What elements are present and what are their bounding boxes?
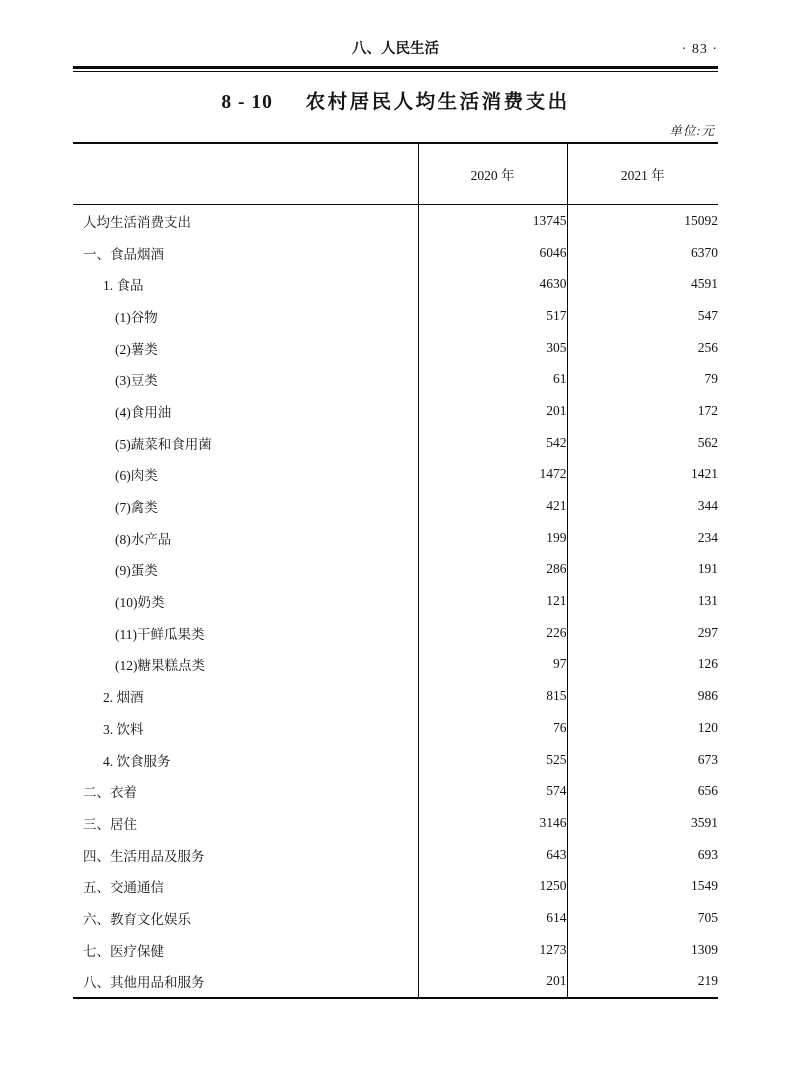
table-row	[73, 966, 718, 999]
table-row	[73, 775, 718, 807]
row-label: 八、其他用品和服务	[83, 975, 205, 991]
table-row	[73, 490, 718, 522]
value-2020: 3146	[418, 807, 567, 839]
value-2020: 1273	[418, 934, 567, 966]
table-row	[73, 744, 718, 776]
value-2021: 120	[567, 712, 718, 744]
value-2021: 1549	[567, 870, 718, 902]
table-row	[73, 459, 718, 491]
value-2020: 13745	[418, 205, 567, 237]
row-label: (1)谷物	[115, 309, 158, 325]
value-2021: 1309	[567, 934, 718, 966]
value-2021: 986	[567, 680, 718, 712]
table-row	[73, 902, 718, 934]
value-2021: 547	[567, 300, 718, 332]
row-label: 六、教育文化娱乐	[83, 911, 191, 927]
row-label: 3. 饮料	[103, 721, 144, 737]
row-label: (7)禽类	[115, 500, 158, 516]
row-label: 四、生活用品及服务	[83, 848, 205, 864]
row-label: 4. 饮食服务	[103, 753, 171, 769]
table-row	[73, 585, 718, 617]
row-label: (12)糖果糕点类	[115, 658, 205, 674]
value-2020: 1250	[418, 870, 567, 902]
value-2020: 97	[418, 649, 567, 681]
value-2021: 705	[567, 902, 718, 934]
value-2021: 3591	[567, 807, 718, 839]
table-row	[73, 712, 718, 744]
table-row	[73, 395, 718, 427]
table-row	[73, 237, 718, 269]
row-label: 人均生活消费支出	[83, 214, 191, 230]
row-label: (10)奶类	[115, 595, 165, 611]
value-2020: 4630	[418, 268, 567, 300]
value-2021: 256	[567, 332, 718, 364]
header-double-rule	[73, 66, 718, 72]
value-2021: 126	[567, 649, 718, 681]
row-label: (5)蔬菜和食用菌	[115, 436, 212, 452]
value-2020: 76	[418, 712, 567, 744]
table-row	[73, 554, 718, 586]
row-label: (11)干鲜瓜果类	[115, 626, 205, 642]
table-row	[73, 332, 718, 364]
header-row	[73, 143, 718, 205]
value-2020: 1472	[418, 459, 567, 491]
value-2021: 297	[567, 617, 718, 649]
value-2020: 199	[418, 522, 567, 554]
row-label: 二、衣着	[83, 785, 137, 801]
row-label: (9)蛋类	[115, 563, 158, 579]
table-row	[73, 617, 718, 649]
value-2020: 525	[418, 744, 567, 776]
table-number: 8 - 10	[221, 92, 273, 113]
row-label: 2. 烟酒	[103, 690, 144, 706]
value-2020: 61	[418, 363, 567, 395]
table-row	[73, 839, 718, 871]
value-2021: 131	[567, 585, 718, 617]
row-label: 一、食品烟酒	[83, 246, 164, 262]
value-2021: 234	[567, 522, 718, 554]
value-2021: 172	[567, 395, 718, 427]
table-body	[73, 205, 718, 999]
table-row	[73, 300, 718, 332]
value-2020: 574	[418, 775, 567, 807]
table-row	[73, 807, 718, 839]
value-2021: 693	[567, 839, 718, 871]
row-label: (3)豆类	[115, 373, 158, 389]
value-2020: 614	[418, 902, 567, 934]
page-number: · 83 ·	[681, 42, 718, 57]
value-2020: 305	[418, 332, 567, 364]
row-label: (6)肉类	[115, 468, 158, 484]
table-row	[73, 680, 718, 712]
row-label: (2)薯类	[115, 341, 158, 357]
table-row	[73, 268, 718, 300]
table-title-text: 农村居民人均生活消费支出	[305, 92, 570, 113]
value-2021: 344	[567, 490, 718, 522]
row-label: 五、交通通信	[83, 880, 164, 896]
unit-label: 单位:元	[669, 124, 715, 138]
running-head	[73, 40, 718, 59]
section-title: 八、人民生活	[352, 41, 439, 57]
value-2020: 421	[418, 490, 567, 522]
data-table	[73, 142, 718, 999]
col-header-2020: 2020 年	[418, 143, 567, 205]
value-2020: 815	[418, 680, 567, 712]
table-row	[73, 870, 718, 902]
value-2021: 79	[567, 363, 718, 395]
col-header-2021: 2021 年	[567, 143, 718, 205]
value-2021: 15092	[567, 205, 718, 237]
row-label: 三、居住	[83, 816, 137, 832]
value-2020: 517	[418, 300, 567, 332]
value-2020: 6046	[418, 237, 567, 269]
table-row	[73, 522, 718, 554]
value-2020: 201	[418, 395, 567, 427]
value-2021: 219	[567, 966, 718, 999]
row-label: 七、医疗保健	[83, 943, 164, 959]
value-2020: 121	[418, 585, 567, 617]
row-label: (8)水产品	[115, 531, 172, 547]
table-row	[73, 427, 718, 459]
table-row	[73, 934, 718, 966]
value-2020: 286	[418, 554, 567, 586]
table-head	[73, 143, 718, 205]
table-row	[73, 363, 718, 395]
row-label: 1. 食品	[103, 278, 144, 294]
value-2021: 673	[567, 744, 718, 776]
table-row	[73, 649, 718, 681]
value-2020: 226	[418, 617, 567, 649]
value-2021: 6370	[567, 237, 718, 269]
value-2021: 1421	[567, 459, 718, 491]
table-row	[73, 205, 718, 237]
value-2020: 201	[418, 966, 567, 999]
value-2020: 542	[418, 427, 567, 459]
value-2020: 643	[418, 839, 567, 871]
value-2021: 562	[567, 427, 718, 459]
row-label: (4)食用油	[115, 404, 172, 420]
value-2021: 191	[567, 554, 718, 586]
value-2021: 4591	[567, 268, 718, 300]
table-title	[73, 91, 718, 115]
value-2021: 656	[567, 775, 718, 807]
stub-header	[73, 143, 418, 205]
